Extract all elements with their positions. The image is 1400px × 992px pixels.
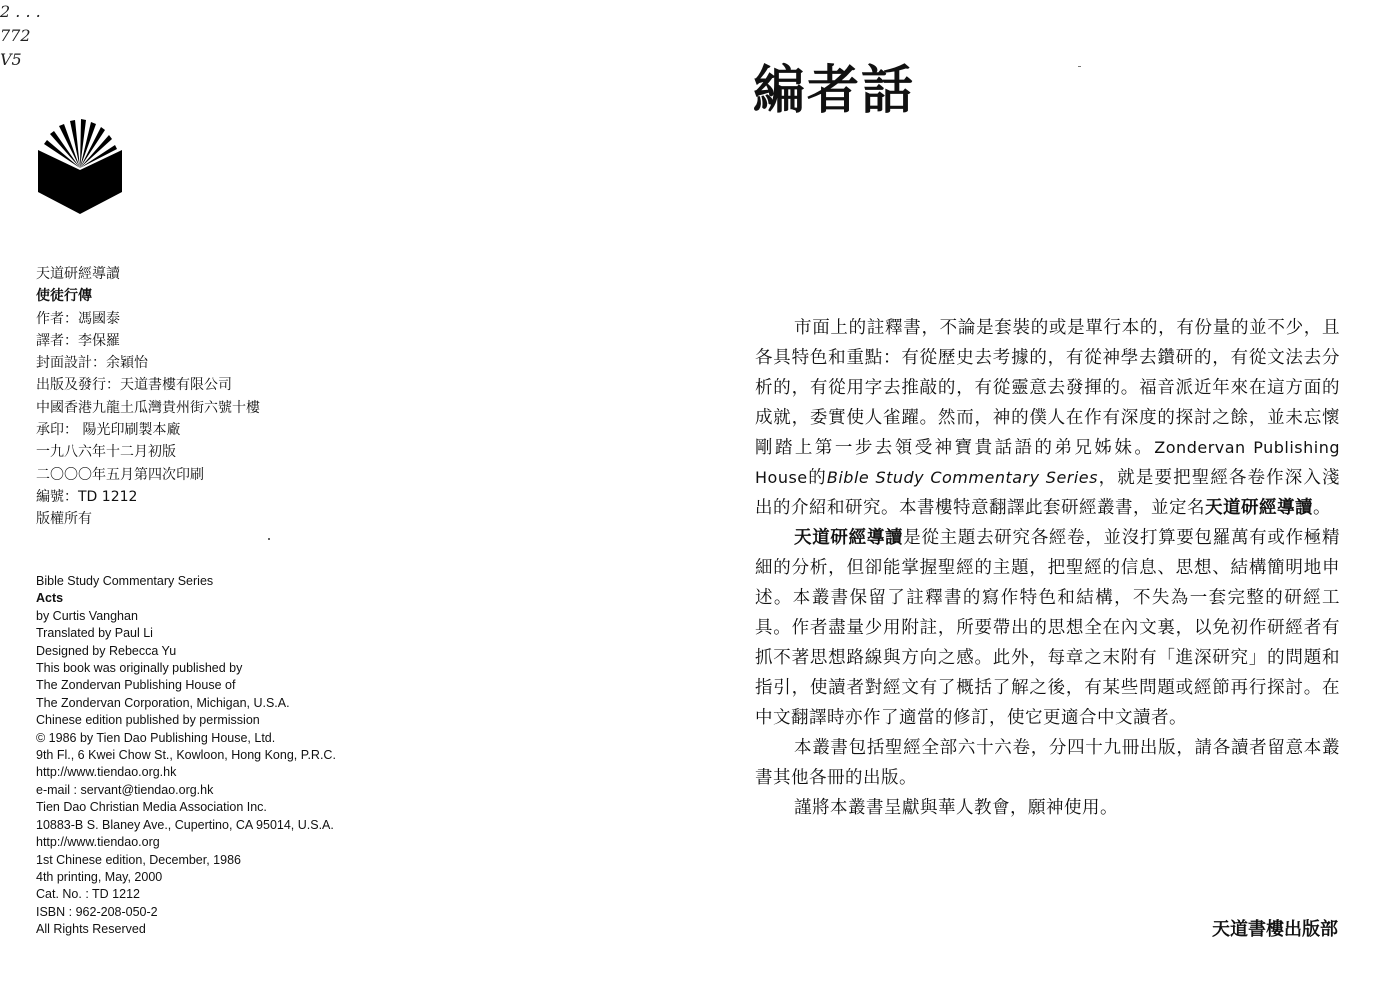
handwritten-margin-notes <box>0 0 60 72</box>
catalog-number-en: Cat. No. : TD 1212 <box>36 887 140 902</box>
preface-signature: 天道書樓出版部 <box>1212 919 1338 940</box>
copyright-zh: 版權所有 <box>36 511 92 528</box>
print-speck <box>1078 66 1081 67</box>
address-zh: 中國香港九龍土瓜灣貴州街六號十樓 <box>36 399 260 416</box>
first-edition-en: 1st Chinese edition, December, 1986 <box>36 852 241 867</box>
translator-zh: 譯者：李保羅 <box>36 332 120 349</box>
address-hk-en: 9th Fl., 6 Kwei Chow St., Kowloon, Hong Kong, P.R.C. <box>36 748 336 763</box>
publisher-zh: 出版及發行：天道書樓有限公司 <box>36 377 232 394</box>
preface-text: 的 <box>807 468 827 488</box>
print-speck <box>268 538 270 540</box>
book-title-en: Acts <box>36 591 64 606</box>
preface-paragraph-2 <box>755 523 1340 733</box>
preface-paragraph-1 <box>755 313 1340 523</box>
printing-zh: 二〇〇〇年五月第四次印刷 <box>36 466 204 483</box>
copyright-en: © 1986 by Tien Dao Publishing House, Ltd. <box>36 730 276 745</box>
rights-en: All Rights Reserved <box>36 922 146 937</box>
translator-en: Translated by Paul Li <box>36 626 153 641</box>
series-name-bold: 天道研經導讀 <box>1205 498 1313 518</box>
preface-paragraph-3: 本叢書包括聖經全部六十六卷，分四十九冊出版，請各讀者留意本叢書其他各冊的出版。 <box>755 738 1340 788</box>
publisher-name-en: Zondervan Publishing House <box>755 438 1341 487</box>
series-name-en: Bible Study Commentary Series <box>36 574 214 588</box>
margin-note-2: 772 <box>0 26 31 45</box>
margin-note-1: 2 . . . <box>0 2 41 21</box>
english-colophon <box>36 573 376 939</box>
preface-text: ，就是要把聖經各卷作深入淺出的介紹和研究。本書樓特意翻譯此套研經叢書，並定名 <box>755 468 1341 518</box>
preface-text: 是從主題去研究各經卷，並沒打算要包羅萬有或作極精細的分析，但卻能掌握聖經的主題，把聖經的信息、思想、結構簡明地申述。本叢書保留了註釋書的寫作特色和結構，不失為一套完整的研經工具。作者盡量少用附註，所要帶出的思想全在內文裏，以免初作研經者有抓不著思想路線與方向之感。此外，每章之末附有「進深研究」的問題和指引，使讀者對經文有了概括了解之後，有某些問題或經節再行探討。在中文翻譯時亦作了適當的修訂，使它更適合中文讀者。 <box>755 528 1341 728</box>
us-association-en: Tien Dao Christian Media Association Inc. <box>36 800 267 815</box>
original-corporation-en: The Zondervan Corporation, Michigan, U.S.A. <box>36 695 290 710</box>
isbn-en: ISBN : 962-208-050-2 <box>36 904 158 919</box>
first-edition-zh: 一九八六年十二月初版 <box>36 444 176 461</box>
printing-en: 4th printing, May, 2000 <box>36 869 163 884</box>
series-name-bold: 天道研經導讀 <box>794 528 904 548</box>
designer-en: Designed by Rebecca Yu <box>36 643 177 658</box>
original-publication-en: This book was originally published by <box>36 661 243 676</box>
website-us-en: http://www.tiendao.org <box>36 835 160 850</box>
original-publisher-en: The Zondervan Publishing House of <box>36 678 236 693</box>
series-name-italic: Bible Study Commentary Series <box>826 468 1098 487</box>
chinese-colophon <box>36 263 376 531</box>
author-en: by Curtis Vanghan <box>36 608 138 623</box>
permission-en: Chinese edition published by permission <box>36 713 260 728</box>
preface-paragraph-4: 謹將本叢書呈獻與華人教會，願神使用。 <box>794 798 1118 818</box>
email-en: e-mail : servant@tiendao.org.hk <box>36 782 214 797</box>
catalog-number-zh: 編號：TD 1212 <box>36 488 138 505</box>
website-hk-en: http://www.tiendao.org.hk <box>36 765 177 780</box>
margin-note-3: V5 <box>0 50 22 69</box>
cover-designer-zh: 封面設計：余穎怡 <box>36 355 148 372</box>
address-us-en: 10883-B S. Blaney Ave., Cupertino, CA 95014, U.S.A. <box>36 817 334 832</box>
publisher-logo-icon <box>34 118 126 214</box>
printer-zh: 承印： 陽光印刷製本廠 <box>36 422 181 439</box>
book-title-zh: 使徒行傳 <box>36 288 92 305</box>
series-name-zh: 天道研經導讀 <box>36 266 120 282</box>
preface-text: 。 <box>1313 498 1331 518</box>
preface-body <box>755 313 1340 823</box>
author-zh: 作者：馮國泰 <box>36 310 120 327</box>
preface-text: 市面上的註釋書，不論是套裝的或是單行本的，有份量的並不少，且各具特色和重點：有從歷史去考據的，有從神學去鑽研的，有從文法去分析的，有從用字去推敲的，有從靈意去發揮的。福音派近年來在這方面的成就，委實使人雀躍。然而，神的僕人在作有深度的探討之餘，並未忘懷剛踏上第一步去領受神寶貴話語的弟兄姊妹。 <box>755 318 1340 458</box>
page-title: 編者話 <box>753 61 916 121</box>
